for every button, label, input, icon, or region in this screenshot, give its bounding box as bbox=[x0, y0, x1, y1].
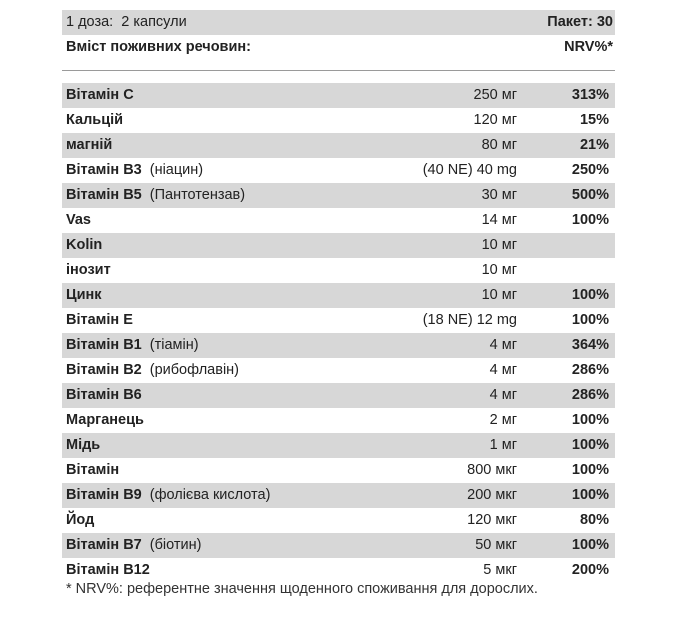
nutrient-note: (тіамін) bbox=[149, 337, 199, 353]
nutrient-nrv: 100% bbox=[571, 462, 609, 478]
nutrient-name bbox=[66, 408, 144, 433]
nutrient-label: Вітамін B6 bbox=[66, 387, 142, 403]
nutrient-row bbox=[62, 433, 615, 458]
nutrient-nrv: 286% bbox=[571, 362, 609, 378]
nutrient-name bbox=[66, 383, 142, 408]
nutrient-label: Кальцій bbox=[66, 112, 124, 128]
nutrient-nrv: 100% bbox=[571, 487, 609, 503]
nutrient-nrv: 21% bbox=[579, 137, 609, 153]
nutrient-nrv: 100% bbox=[571, 212, 609, 228]
nutrient-label: Цинк bbox=[66, 287, 102, 303]
nutrient-amount: 1 мг bbox=[489, 437, 517, 453]
nutrient-row bbox=[62, 83, 615, 108]
nutrient-amount: 250 мг bbox=[473, 87, 517, 103]
nutrient-header-row bbox=[62, 35, 615, 60]
package-size: Пакет: 30 bbox=[547, 14, 613, 30]
nutrient-label: Вітамін B7 bbox=[66, 537, 142, 553]
nutrient-rows bbox=[62, 83, 615, 583]
nutrient-label: Мідь bbox=[66, 437, 101, 453]
nutrient-name bbox=[66, 458, 119, 483]
nutrient-nrv: 500% bbox=[571, 187, 609, 203]
nutrient-label: Марганець bbox=[66, 412, 144, 428]
dose-label: 1 доза: bbox=[66, 14, 114, 30]
nutrient-row bbox=[62, 558, 615, 583]
nutrient-label: Вітамін B3 bbox=[66, 162, 142, 178]
nutrient-name bbox=[66, 158, 203, 183]
nutrient-amount: 10 мг bbox=[481, 287, 517, 303]
nutrient-name bbox=[66, 283, 102, 308]
nutrient-note: (фолієва кислота) bbox=[149, 487, 271, 503]
nutrient-name bbox=[66, 533, 201, 558]
nutrient-label: Йод bbox=[66, 512, 95, 528]
nutrient-amount: 120 мг bbox=[473, 112, 517, 128]
nutrient-label: Вітамін B2 bbox=[66, 362, 142, 378]
nutrient-label: Вітамін bbox=[66, 462, 120, 478]
nutrient-name bbox=[66, 558, 150, 583]
nutrient-nrv: 80% bbox=[579, 512, 609, 528]
nutrient-label: інозит bbox=[66, 262, 111, 278]
nutrient-amount: 2 мг bbox=[489, 412, 517, 428]
nutrient-label: Vas bbox=[66, 212, 91, 228]
nutrient-nrv: 100% bbox=[571, 437, 609, 453]
nutrient-nrv: 100% bbox=[571, 312, 609, 328]
nutrient-name bbox=[66, 183, 245, 208]
nutrient-nrv: 250% bbox=[571, 162, 609, 178]
nutrient-nrv: 313% bbox=[571, 87, 609, 103]
nutrient-row bbox=[62, 333, 615, 358]
footnote: * NRV%: референтне значення щоденного споживання для дорослих. bbox=[66, 581, 538, 597]
nutrient-name bbox=[66, 83, 134, 108]
nutrient-amount: 200 мкг bbox=[467, 487, 517, 503]
nutrient-nrv: 15% bbox=[579, 112, 609, 128]
nutrient-note: (рибофлавін) bbox=[149, 362, 240, 378]
nutrient-row bbox=[62, 158, 615, 183]
nutrient-nrv: 100% bbox=[571, 412, 609, 428]
nutrient-row bbox=[62, 483, 615, 508]
nutrient-nrv: 200% bbox=[571, 562, 609, 578]
nutrient-label: Вітамін B9 bbox=[66, 487, 142, 503]
nutrient-row bbox=[62, 383, 615, 408]
nutrient-name bbox=[66, 433, 100, 458]
nutrient-note: (біотин) bbox=[149, 537, 202, 553]
nutrient-row bbox=[62, 208, 615, 233]
nutrient-row bbox=[62, 108, 615, 133]
nutrient-amount: 10 мг bbox=[481, 262, 517, 278]
nutrient-amount: 4 мг bbox=[489, 362, 517, 378]
nutrient-name bbox=[66, 208, 91, 233]
nutrient-row bbox=[62, 408, 615, 433]
nutrient-amount: 120 мкг bbox=[467, 512, 517, 528]
nutrient-row bbox=[62, 458, 615, 483]
nutrient-name bbox=[66, 358, 239, 383]
nutrition-table bbox=[62, 10, 615, 583]
nutrient-label: магній bbox=[66, 137, 113, 153]
nutrient-label: Вітамін B12 bbox=[66, 562, 150, 578]
nutrient-name bbox=[66, 483, 270, 508]
dose-info bbox=[66, 10, 187, 35]
nutrient-row bbox=[62, 133, 615, 158]
dose-value: 2 капсули bbox=[121, 14, 187, 30]
nutrient-nrv: 100% bbox=[571, 537, 609, 553]
nutrient-row bbox=[62, 258, 615, 283]
nutrient-amount: 10 мг bbox=[481, 237, 517, 253]
nutrient-row bbox=[62, 183, 615, 208]
nutrient-note: (ніацин) bbox=[149, 162, 204, 178]
nutrient-amount: 80 мг bbox=[481, 137, 517, 153]
nutrient-row bbox=[62, 233, 615, 258]
nutrient-label: Kolin bbox=[66, 237, 103, 253]
nutrient-name bbox=[66, 258, 111, 283]
nutrient-row bbox=[62, 308, 615, 333]
dose-header-row bbox=[62, 10, 615, 35]
nutrient-name bbox=[66, 508, 94, 533]
nutrient-amount: 4 мг bbox=[489, 337, 517, 353]
nutrient-nrv: 100% bbox=[571, 287, 609, 303]
nutrient-row bbox=[62, 358, 615, 383]
nutrient-name bbox=[66, 308, 133, 333]
nutrient-amount: 5 мкг bbox=[483, 562, 517, 578]
nutrient-amount: (18 NE) 12 mg bbox=[422, 312, 517, 328]
nutrient-name bbox=[66, 233, 102, 258]
nutrient-amount: 800 мкг bbox=[467, 462, 517, 478]
nutrient-amount: 4 мг bbox=[489, 387, 517, 403]
nutrient-note: (Пантотензав) bbox=[149, 187, 246, 203]
nutrient-name bbox=[66, 333, 199, 358]
nutrient-row bbox=[62, 508, 615, 533]
nutrient-label: Вітамін B1 bbox=[66, 337, 142, 353]
nutrient-label: Вітамін E bbox=[66, 312, 133, 328]
nutrient-content-label: Вміст поживних речовин: bbox=[66, 39, 251, 55]
header-divider bbox=[62, 70, 615, 71]
nutrient-label: Вітамін C bbox=[66, 87, 134, 103]
nutrient-amount: 14 мг bbox=[481, 212, 517, 228]
nrv-column-label: NRV%* bbox=[564, 39, 613, 55]
nutrient-nrv: 286% bbox=[571, 387, 609, 403]
nutrient-name bbox=[66, 108, 123, 133]
nutrient-row bbox=[62, 283, 615, 308]
nutrient-label: Вітамін B5 bbox=[66, 187, 142, 203]
nutrient-amount: 50 мкг bbox=[475, 537, 517, 553]
nutrient-row bbox=[62, 533, 615, 558]
nutrient-name bbox=[66, 133, 112, 158]
nutrient-nrv: 364% bbox=[571, 337, 609, 353]
nutrient-amount: (40 NE) 40 mg bbox=[422, 162, 517, 178]
nutrient-amount: 30 мг bbox=[481, 187, 517, 203]
